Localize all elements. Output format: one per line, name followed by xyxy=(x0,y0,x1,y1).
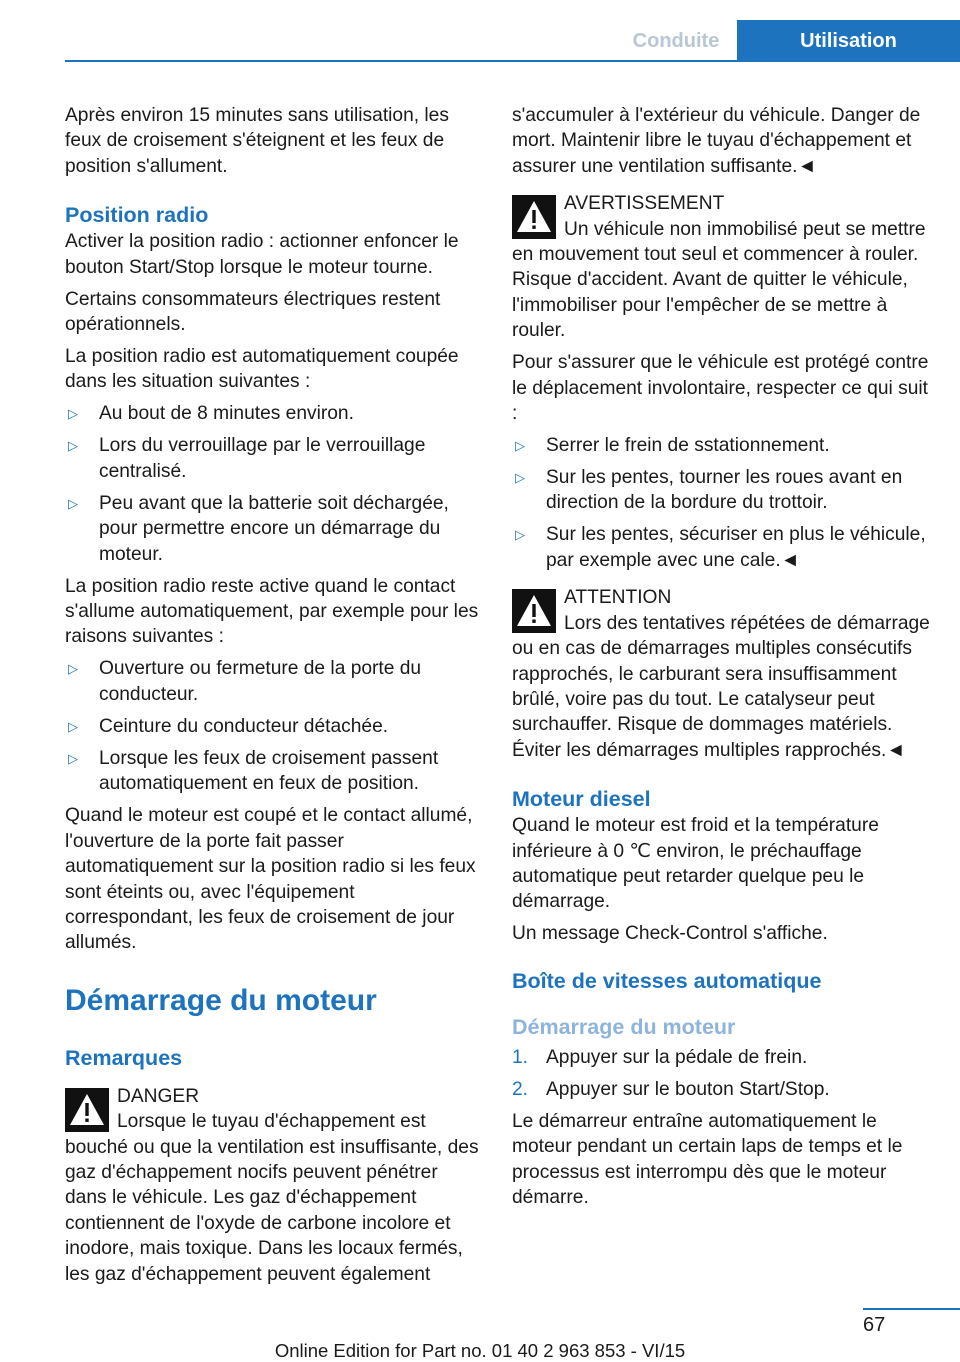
section-heading-position-radio: Position radio xyxy=(65,203,209,228)
paragraph: Pour s'assurer que le véhicule est protégé contre le déplacement involontaire, respecter ce qui suit : xyxy=(512,352,929,425)
paragraph: La position radio reste active quand le contact s'allume automatiquement, par exemple pour les raisons suivantes : xyxy=(65,575,479,648)
paragraph: Certains consommateurs électriques restent opérationnels. xyxy=(65,288,441,336)
list-item: ▷ Ouverture ou fermeture de la porte du conducteur. xyxy=(68,658,422,705)
step-number: 2. xyxy=(512,1078,529,1100)
notice-text: Un véhicule non immobilisé peut se mettre en mouvement tout seul et commencer à rouler. Risque d'accident. Avant de quitter le véhicule, l'immobiliser pour l'empêcher de se mettre à rouler. xyxy=(512,218,926,342)
paragraph: Après environ 15 minutes sans utilisation, les feux de croisement s'éteignent et les feux de position s'allument. xyxy=(65,105,449,177)
footer-rule xyxy=(863,1308,960,1310)
tab-conduite[interactable]: Conduite xyxy=(632,30,720,52)
paragraph: Quand le moteur est coupé et le contact allumé, l'ouverture de la porte fait passer automatiquement sur la position radio si les feux sont éteints ou, avec l'équipement correspondant, les feux de croisement de jour allumés. xyxy=(65,805,476,954)
notice-text: Lors des tentatives répétées de démarrage ou en cas de démarrages multiples consécutifs rapprochés, le carburant sera insuffisamment brûlé, voire pas du tout. Le catalyseur peut surchauffer. Risque de dommages matériels. Éviter les démarrages multiples rapprochés.◄ xyxy=(512,612,930,761)
section-heading-remarques: Remarques xyxy=(65,1045,183,1070)
attention-notice xyxy=(512,585,930,763)
list-item: 2. Appuyer sur le bouton Start/Stop. xyxy=(512,1077,930,1102)
tab-utilisation[interactable]: Utilisation xyxy=(737,20,960,60)
list-item: ▷ Serrer le frein de sstationnement. xyxy=(512,433,930,458)
triangle-bullet-icon: ▷ xyxy=(68,406,78,422)
list-item: ▷ Sur les pentes, sécuriser en plus le véhicule, par exemple avec une cale.◄ xyxy=(515,524,926,571)
notice-title: DANGER xyxy=(117,1085,200,1107)
numbered-list xyxy=(512,1045,930,1102)
bullet-list xyxy=(512,433,930,573)
notice-text: Lorsque le tuyau d'échappement est bouché ou que la ventilation est insuffisante, des gaz d'échappement nocifs peuvent pénétrer dans le véhicule. Les gaz d'échappement contiennent de l'oxyde de carbone incolore et inodore, mais toxique. Dans les locaux fermés, les gaz d'échappement peuvent également xyxy=(65,1111,479,1285)
left-column xyxy=(65,103,483,1294)
triangle-bullet-icon: ▷ xyxy=(515,527,525,543)
danger-notice xyxy=(65,1084,483,1287)
list-item: ▷ Sur les pentes, tourner les roues avant en direction de la bordure du trottoir. xyxy=(515,467,903,514)
section-heading-moteur-diesel: Moteur diesel xyxy=(512,787,651,812)
subsection-heading-demarrage: Démarrage du moteur xyxy=(512,1014,736,1039)
paragraph: Activer la position radio : actionner enfoncer le bouton Start/Stop lorsque le moteur tourne. xyxy=(65,231,459,278)
paragraph: Un message Check-Control s'affiche. xyxy=(512,923,828,945)
right-column xyxy=(512,103,930,1217)
warning-triangle-icon xyxy=(512,589,556,633)
list-item: ▷ Ceinture du conducteur détachée. xyxy=(65,714,483,739)
triangle-bullet-icon: ▷ xyxy=(68,438,78,454)
triangle-bullet-icon: ▷ xyxy=(68,661,78,677)
list-item: ▷ Au bout de 8 minutes environ. xyxy=(65,401,483,426)
page-header xyxy=(0,0,960,62)
bullet-list xyxy=(65,401,483,567)
paragraph: La position radio est automatiquement coupée dans les situation suivantes : xyxy=(65,346,459,393)
notice-title: AVERTISSEMENT xyxy=(564,193,725,215)
list-item: ▷ Peu avant que la batterie soit déchargée, pour permettre encore un démarrage du moteur. xyxy=(68,492,449,565)
warning-triangle-icon xyxy=(512,195,556,239)
list-item: 1. Appuyer sur la pédale de frein. xyxy=(512,1045,930,1070)
section-heading-boite-automatique: Boîte de vitesses automatique xyxy=(512,968,822,993)
warning-triangle-icon xyxy=(65,1088,109,1132)
triangle-bullet-icon: ▷ xyxy=(515,438,525,454)
chapter-heading-demarrage: Démarrage du moteur xyxy=(65,983,377,1017)
page-number: 67 xyxy=(863,1314,886,1336)
list-item: ▷ Lorsque les feux de croisement passent automatiquement en feux de position. xyxy=(68,747,439,795)
bullet-list xyxy=(65,656,483,796)
paragraph: s'accumuler à l'extérieur du véhicule. Danger de mort. Maintenir libre le tuyau d'échappement et assurer une ventilation suffisante.◄ xyxy=(512,105,921,177)
header-rule xyxy=(65,60,960,62)
triangle-bullet-icon: ▷ xyxy=(515,470,525,486)
step-number: 1. xyxy=(512,1046,529,1068)
triangle-bullet-icon: ▷ xyxy=(68,718,78,734)
list-item: ▷ Lors du verrouillage par le verrouillage centralisé. xyxy=(68,435,426,482)
edition-line: Online Edition for Part no. 01 40 2 963 853 - VI/15 xyxy=(274,1340,686,1361)
triangle-bullet-icon: ▷ xyxy=(68,750,78,766)
triangle-bullet-icon: ▷ xyxy=(68,495,78,511)
paragraph: Quand le moteur est froid et la température inférieure à 0 ℃ environ, le préchauffage automatique peut retarder quelque peu le démarrage. xyxy=(512,815,879,913)
warning-notice xyxy=(512,191,930,343)
notice-title: ATTENTION xyxy=(564,587,672,609)
paragraph: Le démarreur entraîne automatiquement le moteur pendant un certain laps de temps et le processus est interrompu dès que le moteur démarre. xyxy=(512,1110,903,1208)
